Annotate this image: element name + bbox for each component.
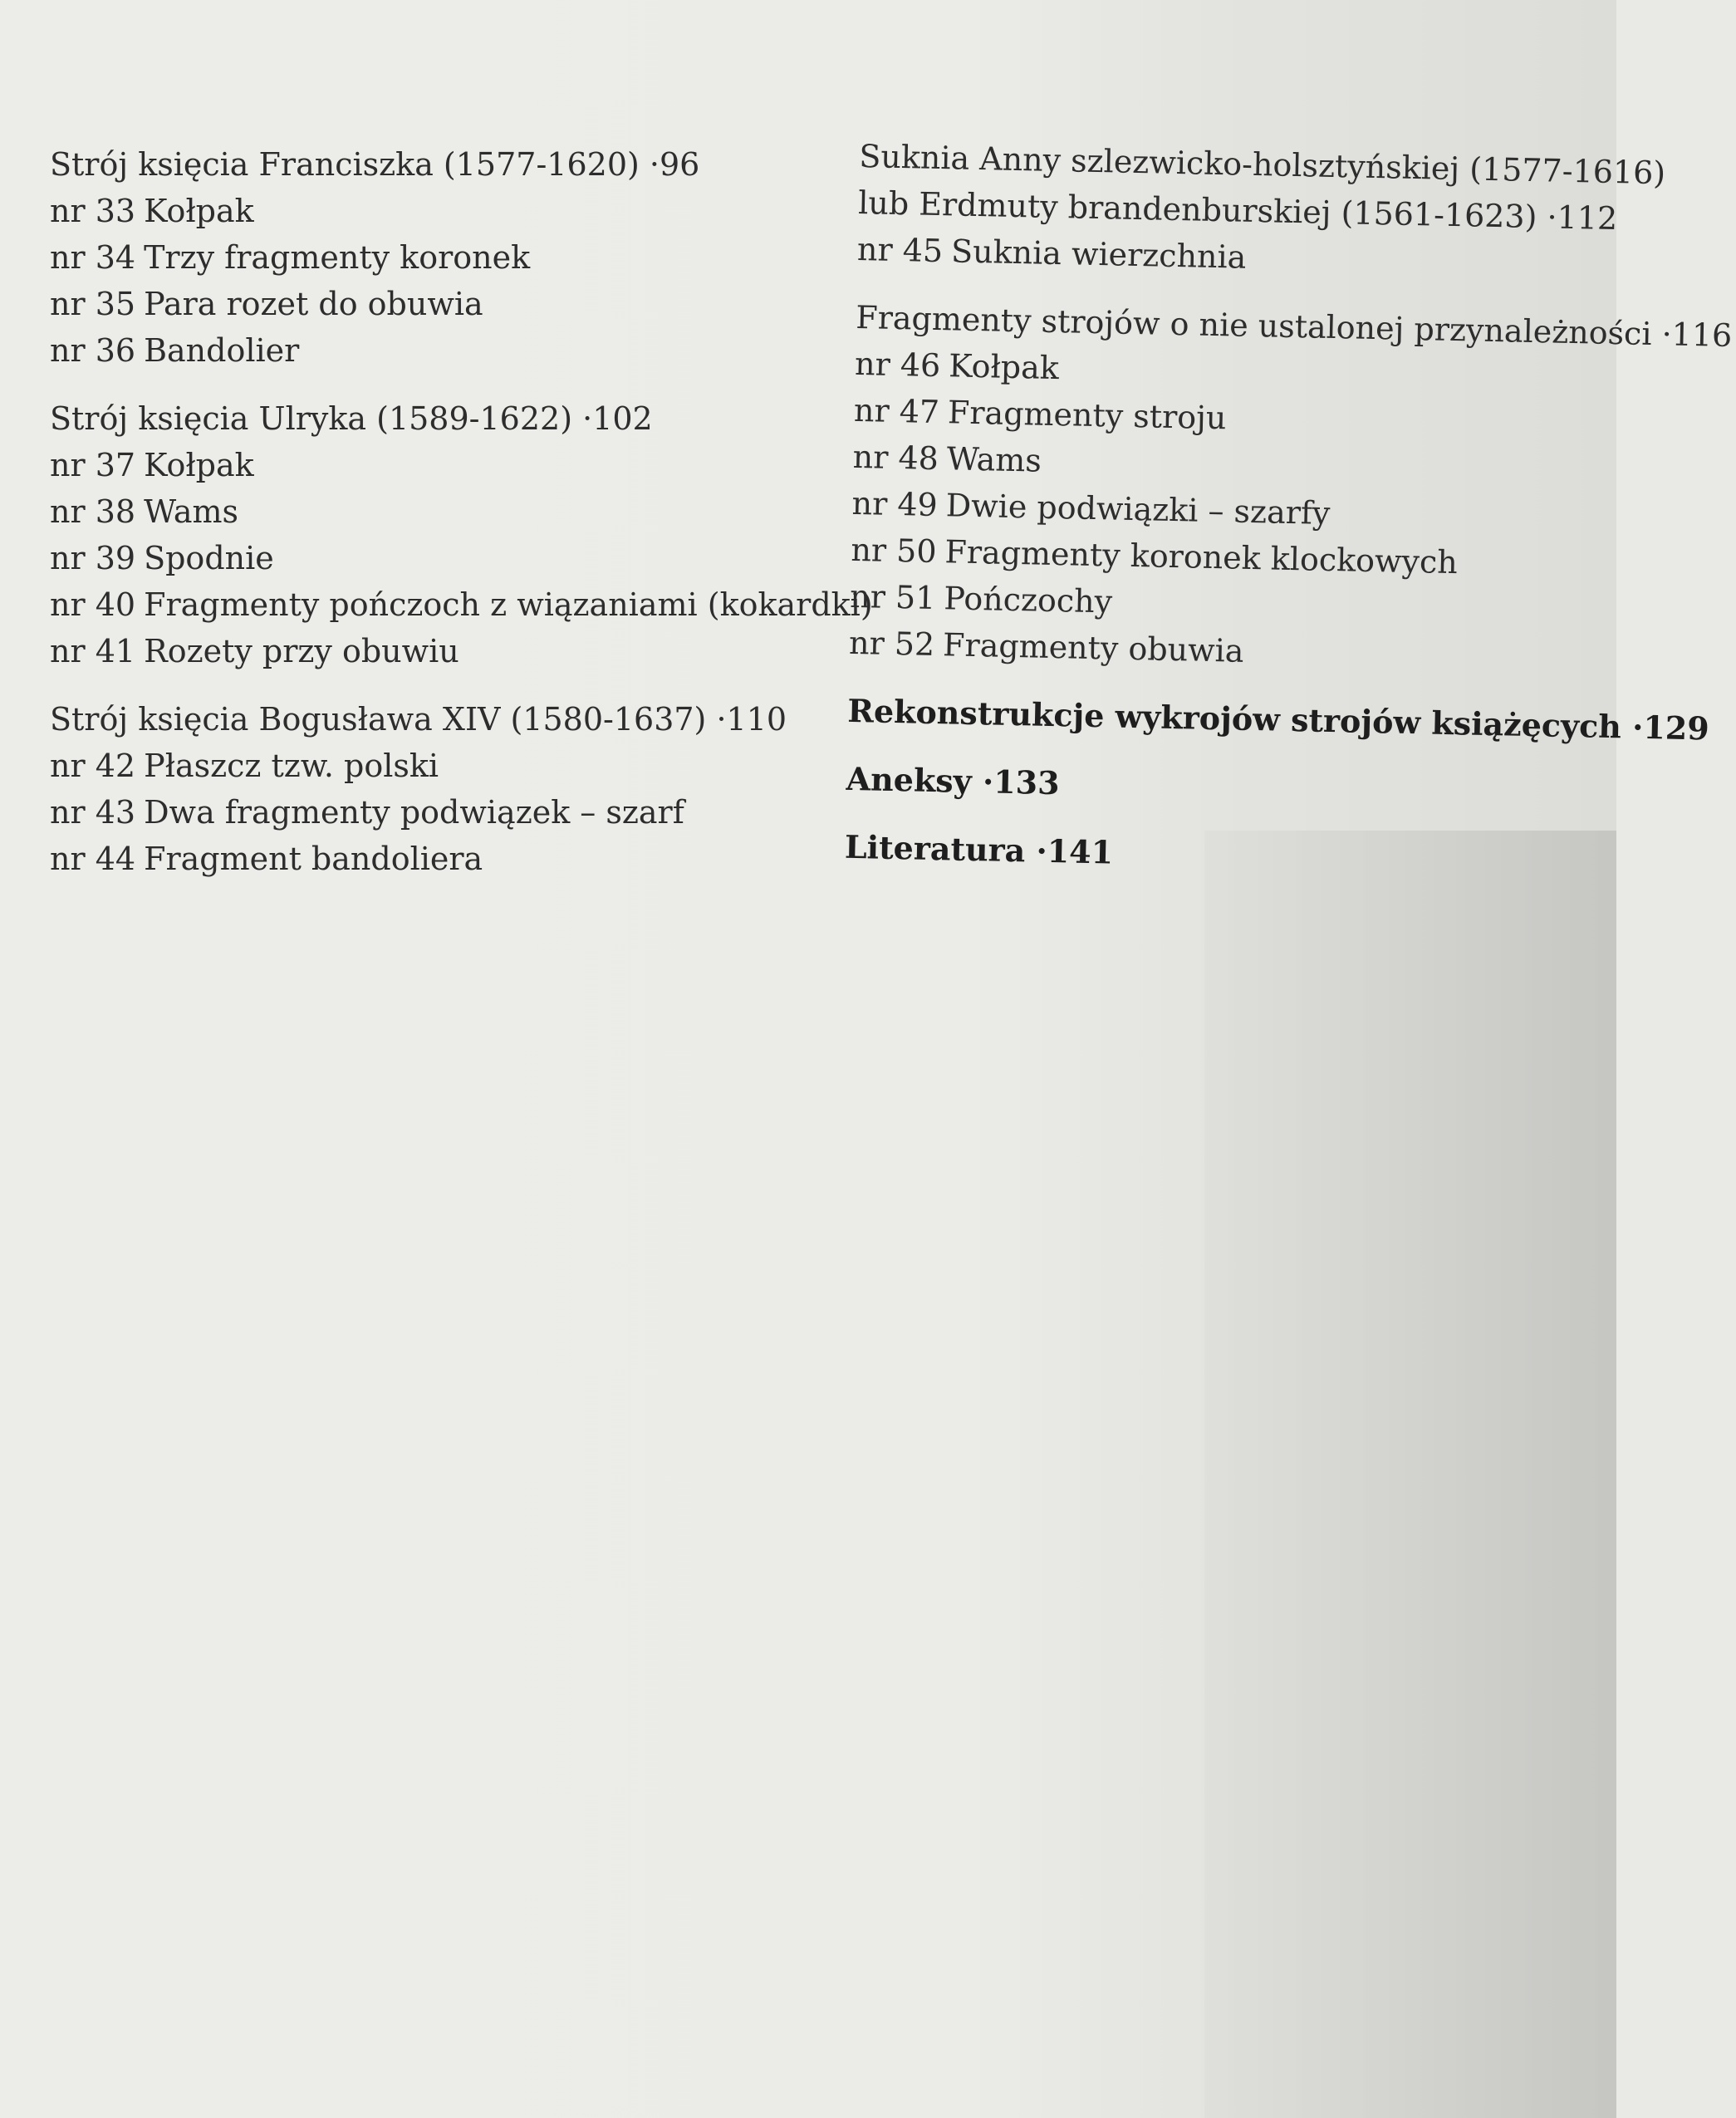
item-title: Kołpak [144, 193, 254, 229]
item-number: nr 49 [851, 484, 939, 524]
item-number: nr 34 [50, 239, 136, 276]
heading-text: Strój księcia Bogusława XIV (1580-1637) [50, 701, 707, 738]
item-title: Wams [144, 493, 239, 530]
entry-title: Rekonstrukcje wykrojów strojów książęcych [846, 691, 1622, 746]
item-title: Pończochy [943, 580, 1113, 620]
item-title: Dwie podwiązki – szarfy [945, 487, 1331, 532]
item-title: Fragmenty koronek klockowych [944, 533, 1459, 581]
toc-item [50, 535, 797, 581]
heading-text: Strój księcia Franciszka (1577-1620) [50, 146, 640, 183]
toc-item [50, 743, 797, 789]
page-number: · 110 [706, 701, 787, 738]
item-title: Para rozet do obuwia [144, 286, 483, 322]
item-title: Spodnie [144, 540, 274, 576]
toc-entry-literatura [844, 824, 1592, 886]
item-title: Fragmenty pończoch z wiązaniami (kokardki) [144, 586, 873, 623]
item-number: nr 51 [849, 577, 936, 617]
page-number: · 96 [640, 146, 700, 183]
item-title: Suknia wierzchnia [950, 233, 1247, 276]
section-heading [50, 696, 797, 743]
toc-right-column [844, 133, 1733, 908]
item-title: Płaszcz tzw. polski [144, 748, 439, 784]
item-title: Fragmenty stroju [947, 394, 1227, 437]
toc-section-fragmenty [848, 294, 1733, 682]
item-number: nr 44 [50, 841, 136, 877]
item-title: Wams [946, 440, 1042, 479]
toc-item [50, 188, 797, 234]
item-number: nr 47 [853, 391, 940, 431]
page-number: · 112 [1537, 199, 1618, 237]
item-number: nr 33 [50, 193, 136, 229]
page-number: · 141 [1025, 831, 1114, 870]
item-number: nr 48 [852, 438, 939, 478]
item-number: nr 43 [50, 794, 136, 831]
toc-item [50, 234, 797, 281]
item-title: Rozety przy obuwiu [144, 633, 459, 669]
item-title: Trzy fragmenty koronek [144, 239, 531, 276]
toc-entry-aneksy [846, 756, 1594, 818]
item-title: Fragment bandoliera [144, 841, 483, 877]
item-title: Kołpak [144, 447, 254, 483]
page-number: · 129 [1621, 708, 1709, 747]
item-number: nr 40 [50, 586, 136, 623]
page-number: · 133 [971, 762, 1060, 802]
item-title: Fragmenty obuwia [942, 626, 1244, 669]
item-number: nr 42 [50, 748, 136, 784]
item-number: nr 38 [50, 493, 136, 530]
toc-section-ulryk [50, 395, 873, 674]
heading-text: Fragmenty strojów o nie ustalonej przynależności [855, 298, 1652, 353]
item-number: nr 45 [856, 230, 944, 270]
toc-section-suknia [856, 133, 1666, 288]
entry-title: Aneksy [846, 759, 973, 800]
toc-entry-rekonstrukcje [846, 688, 1710, 750]
item-title: Kołpak [948, 347, 1060, 387]
item-number: nr 46 [854, 345, 941, 385]
toc-item [50, 442, 797, 488]
toc-left-column [50, 141, 873, 904]
item-number: nr 39 [50, 540, 136, 576]
toc-section-franciszek [50, 141, 797, 374]
toc-item [50, 327, 797, 374]
item-title: Bandolier [144, 332, 300, 369]
toc-item [50, 488, 797, 535]
item-number: nr 37 [50, 447, 136, 483]
page-number: · 102 [572, 400, 653, 437]
item-number: nr 52 [848, 624, 935, 664]
page-number: · 116 [1651, 316, 1733, 354]
toc-item [50, 281, 797, 327]
entry-title: Literatura [844, 827, 1026, 870]
item-number: nr 36 [50, 332, 136, 369]
item-number: nr 35 [50, 286, 136, 322]
section-heading [50, 395, 797, 442]
heading-text: Strój księcia Ulryka (1589-1622) [50, 400, 573, 437]
heading-text: lub Erdmuty brandenburskiej (1561-1623) [857, 184, 1537, 236]
item-title: Dwa fragmenty podwiązek – szarf [144, 794, 684, 831]
toc-item [50, 581, 873, 628]
item-number: nr 41 [50, 633, 136, 669]
toc-item [50, 628, 797, 674]
heading-text: Suknia Anny szlezwicko-holsztyńskiej (1577-1616) [858, 137, 1666, 192]
toc-item [50, 836, 797, 882]
page-shadow [1204, 831, 1616, 2118]
item-number: nr 50 [851, 531, 938, 571]
toc-item [50, 789, 797, 836]
toc-section-boguslaw [50, 696, 797, 882]
section-heading [50, 141, 797, 188]
